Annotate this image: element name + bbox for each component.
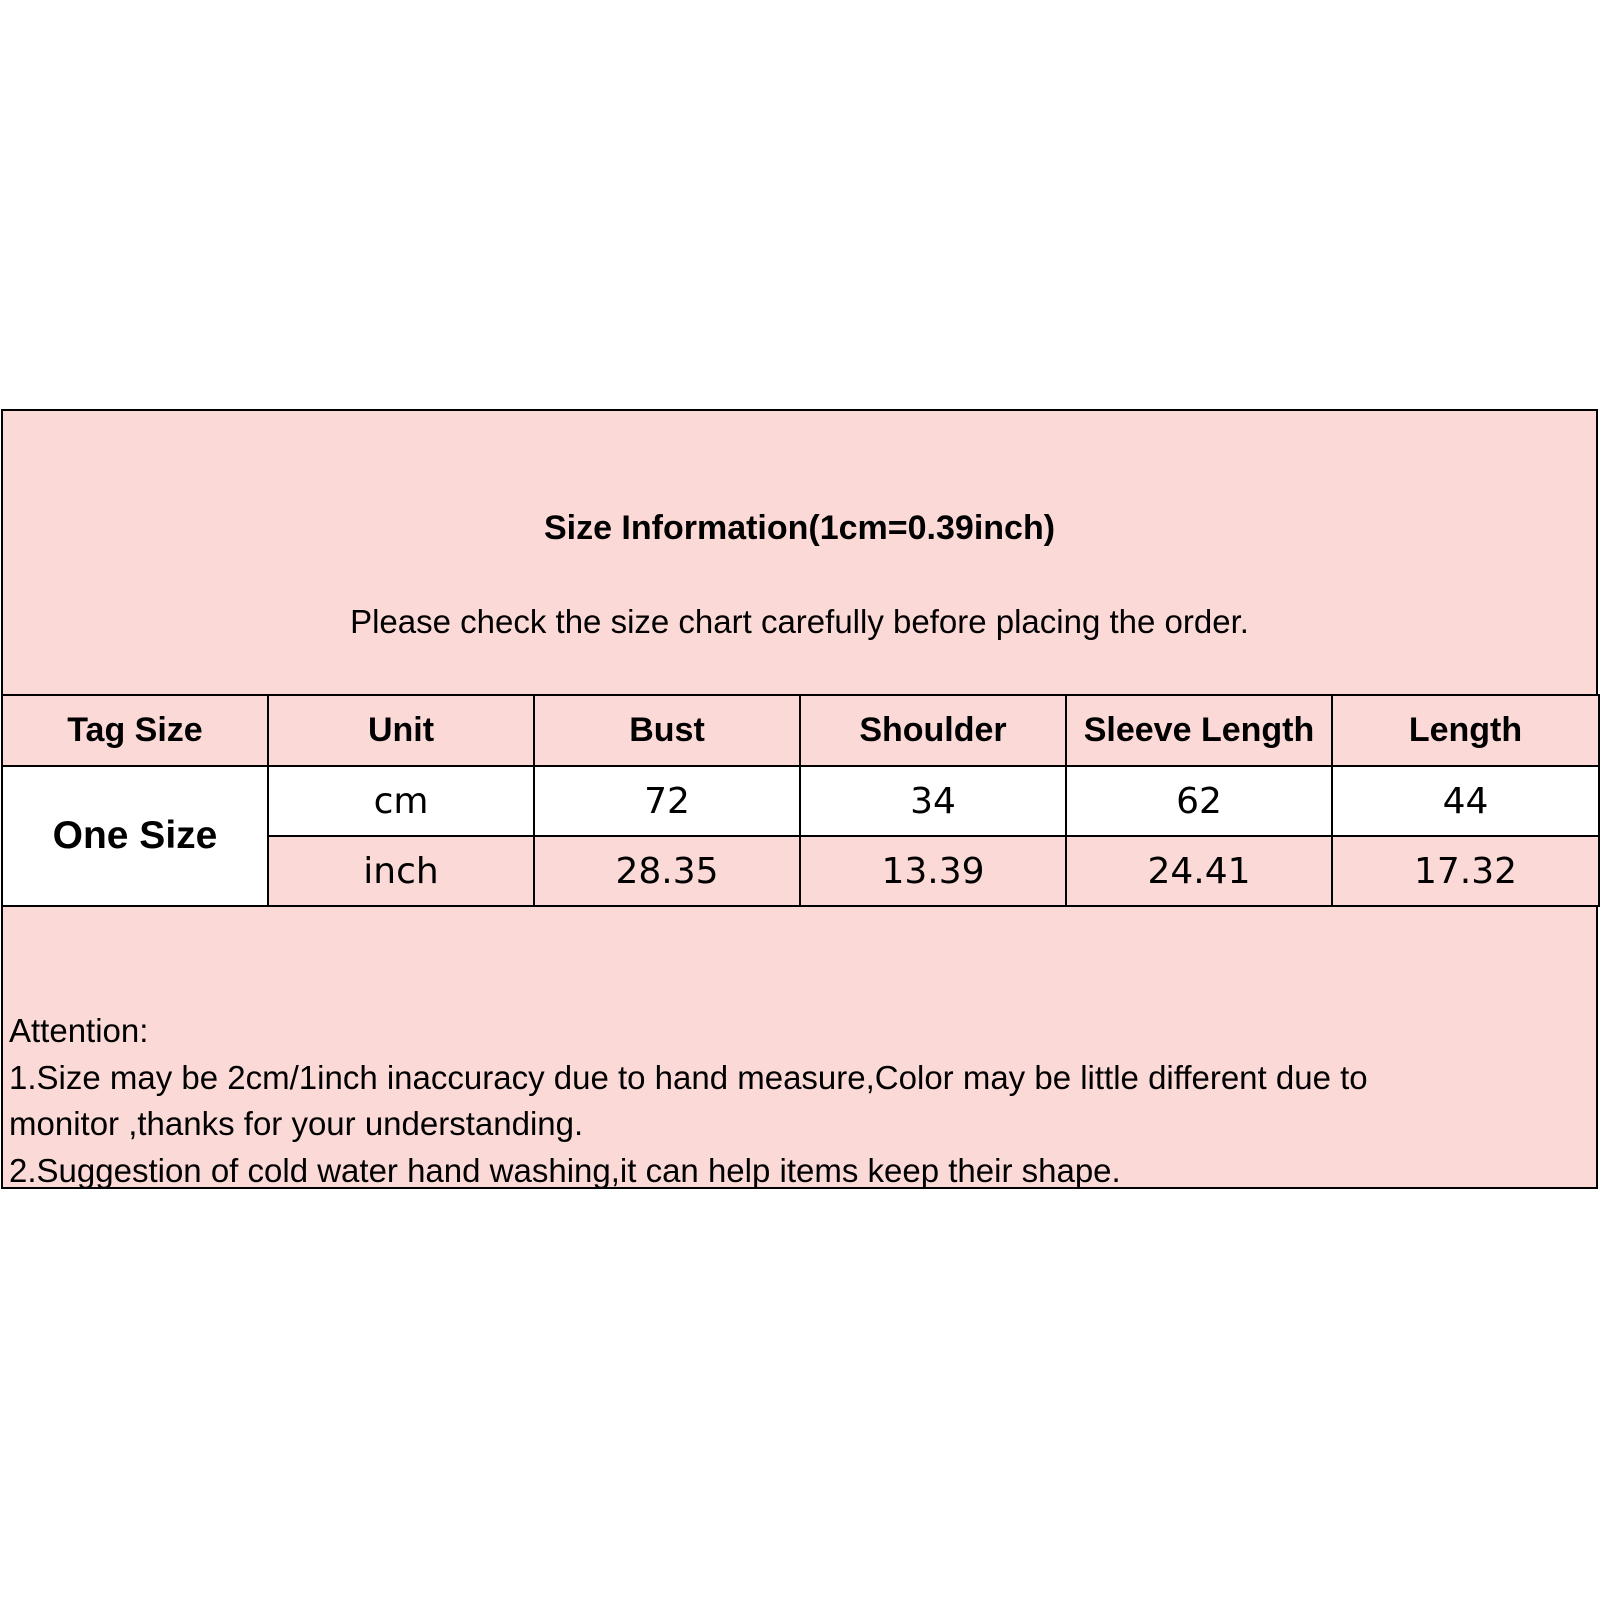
- size-chart-header: [3, 411, 1596, 695]
- shoulder-cm-cell: 34: [800, 766, 1066, 836]
- page-subtitle: Please check the size chart carefully before placing the order.: [350, 603, 1249, 640]
- size-table: [1, 694, 1600, 907]
- attention-notes: [9, 1008, 1589, 1194]
- tag-size-cell: One Size: [2, 766, 268, 906]
- page-title: Size Information(1cm=0.39inch): [543, 509, 1056, 547]
- size-chart-sheet: [1, 409, 1598, 1189]
- note-line: monitor ,thanks for your understanding.: [9, 1105, 584, 1142]
- table-header-row: [2, 695, 1599, 766]
- sleeve-length-cm-cell: 62: [1066, 766, 1332, 836]
- length-cm-cell: 44: [1332, 766, 1599, 836]
- shoulder-inch-cell: 13.39: [800, 836, 1066, 906]
- column-header-sleeve-length: Sleeve Length: [1066, 695, 1332, 766]
- length-inch-cell: 17.32: [1332, 836, 1599, 906]
- unit-cell: cm: [268, 766, 534, 836]
- table-row-cm: [2, 766, 1599, 836]
- bust-inch-cell: 28.35: [534, 836, 800, 906]
- column-header-shoulder: Shoulder: [800, 695, 1066, 766]
- attention-heading: Attention:: [9, 1012, 149, 1049]
- column-header-unit: Unit: [268, 695, 534, 766]
- column-header-tag-size: Tag Size: [2, 695, 268, 766]
- note-line: 2.Suggestion of cold water hand washing,it can help items keep their shape.: [9, 1151, 1121, 1189]
- column-header-length: Length: [1332, 695, 1599, 766]
- unit-cell: inch: [268, 836, 534, 906]
- bust-cm-cell: 72: [534, 766, 800, 836]
- sleeve-length-inch-cell: 24.41: [1066, 836, 1332, 906]
- column-header-bust: Bust: [534, 695, 800, 766]
- note-line: 1.Size may be 2cm/1inch inaccuracy due to hand measure,Color may be little different due to: [9, 1058, 1368, 1096]
